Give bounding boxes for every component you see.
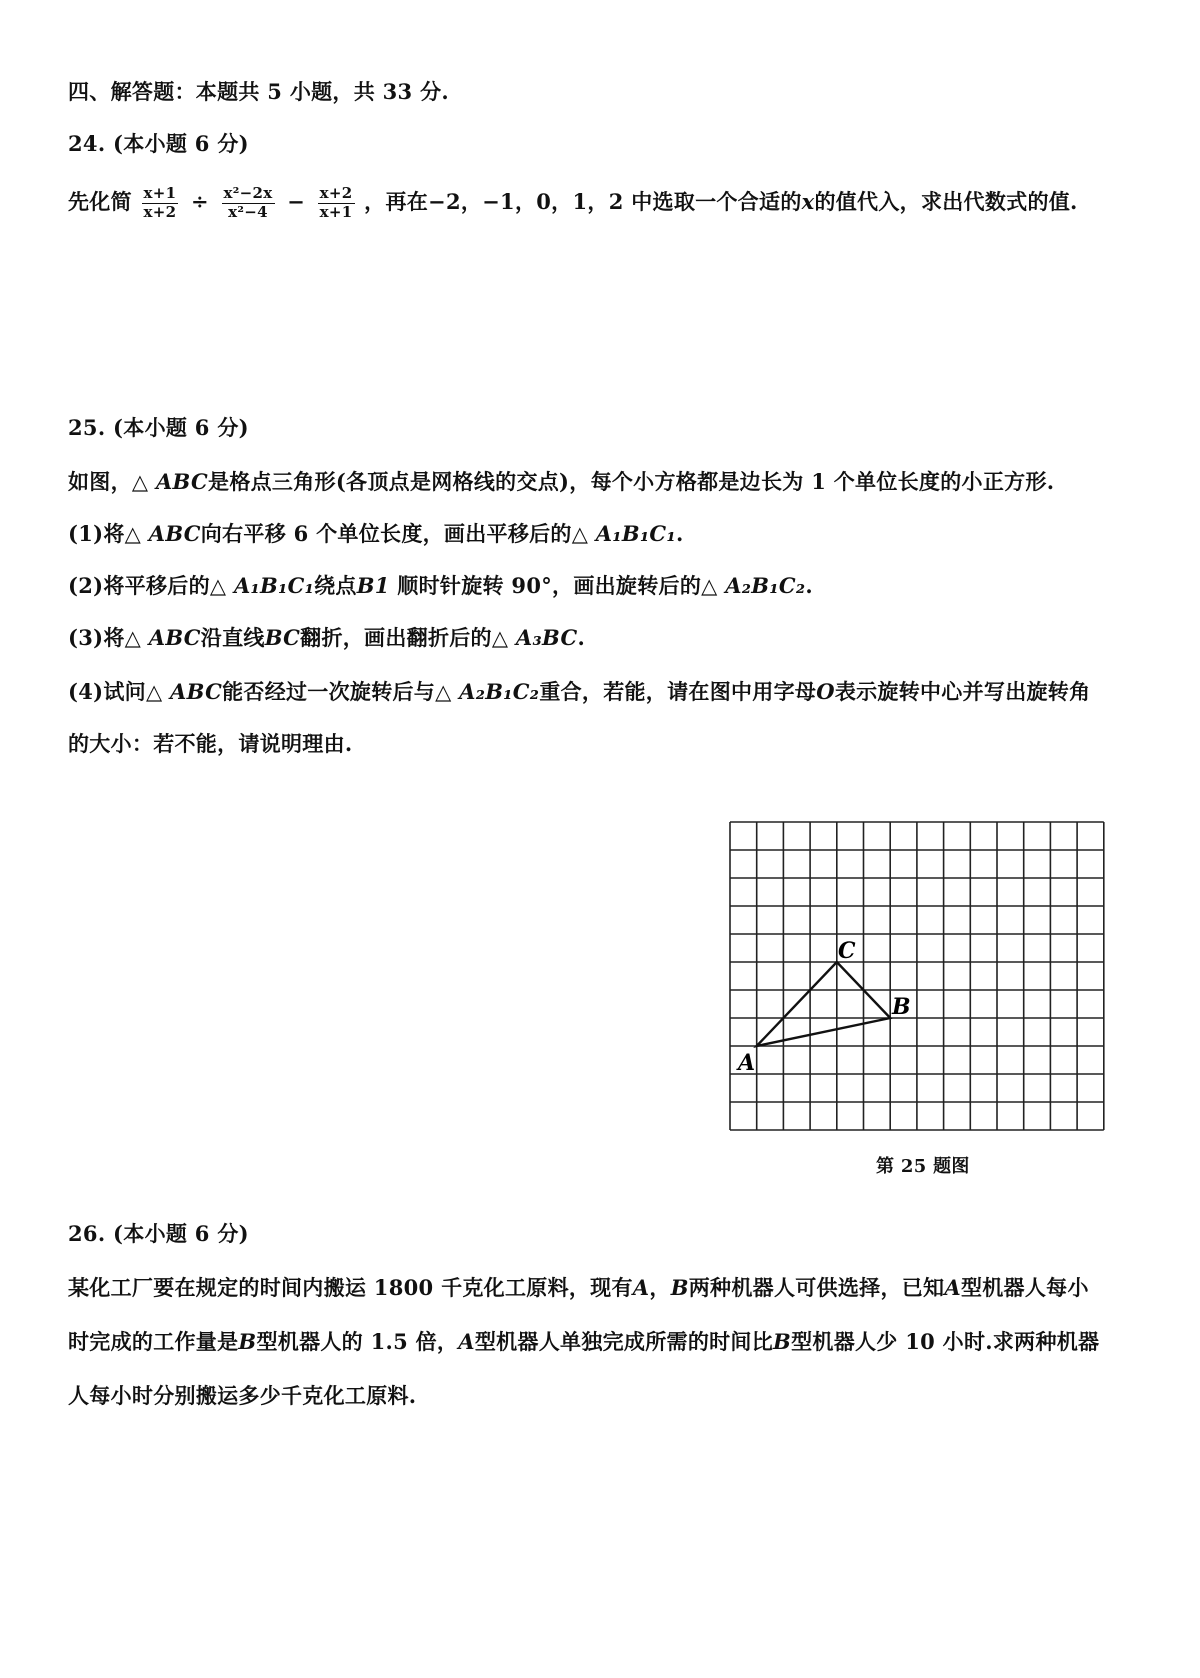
q25-p3-mid: 沿直线 — [200, 625, 265, 650]
label-a: A — [738, 1050, 756, 1076]
q24-frac3-numerator: x+2 — [319, 184, 353, 203]
triangle-abc — [757, 962, 891, 1046]
q24-frac2-numerator: x²−2x — [223, 184, 273, 203]
q25-part-4 — [68, 676, 1090, 706]
q26-l1-d: 型机器人每小 — [960, 1275, 1089, 1300]
q25-p1-pre: (1)将△ — [68, 521, 149, 546]
q24-body — [68, 186, 1078, 221]
q25-p2-mid: 绕点 — [314, 573, 357, 598]
q24-frac3-denominator: x+1 — [319, 203, 353, 221]
q25-p3-tri: A₃BC — [515, 625, 578, 650]
q26-l2-A: A — [458, 1329, 475, 1354]
q26-line-3: 人每小时分别搬运多少千克化工原料. — [68, 1383, 417, 1408]
q26-header: 26. (本小题 6 分) — [68, 1221, 249, 1246]
q24-minus-sign: − — [287, 189, 306, 214]
q25-part-1 — [68, 518, 684, 548]
q25-p3-mid2: 翻折，画出翻折后的△ — [300, 625, 516, 650]
q25-p2-mid2: 顺时针旋转 90°，画出旋转后的△ — [389, 573, 726, 598]
q24-fraction-3 — [318, 186, 355, 221]
q25-p3-pre: (3)将△ — [68, 625, 149, 650]
q25-intro-abc: ABC — [155, 469, 209, 494]
q24-prefix: 先化简 — [68, 189, 132, 214]
q24-fraction-1 — [142, 186, 179, 221]
q25-p4-abc: ABC — [170, 679, 223, 704]
q26-l1-A: A — [632, 1275, 650, 1300]
q26-l2-B2: B — [773, 1329, 792, 1354]
q25-p4-mid2: 重合，若能，请在图中用字母 — [539, 679, 817, 704]
q25-p2-tri2: A₂B₁C₂ — [725, 573, 806, 598]
q25-intro-pre: 如图，△ — [68, 469, 156, 494]
q25-p3-end: . — [577, 625, 586, 650]
q25-header: 25. (本小题 6 分) — [68, 415, 249, 440]
q25-p2-pre: (2)将平移后的△ — [68, 573, 234, 598]
q24-suffix-a: ，再在−2，−1，0，1，2 中选取一个合适的 — [364, 189, 802, 214]
grid-lines — [730, 822, 1104, 1130]
q26-l1-B: B — [670, 1275, 689, 1300]
q25-p2-point: B1 — [356, 573, 390, 598]
q24-fraction-2 — [222, 186, 275, 221]
q25-p4-tri: A₂B₁C₂ — [459, 679, 540, 704]
q25-p1-abc: ABC — [148, 521, 201, 546]
q25-p3-bc: BC — [264, 625, 301, 650]
q25-p3-abc: ABC — [148, 625, 201, 650]
q26-line-1 — [68, 1272, 1089, 1302]
q25-grid-figure — [720, 812, 1110, 1142]
q25-part-4-line-2: 的大小：若不能，请说明理由. — [68, 731, 353, 756]
q25-p4-end: 表示旋转中心并写出旋转角 — [834, 679, 1091, 704]
label-b: B — [892, 994, 911, 1020]
section-header: 四、解答题：本题共 5 小题，共 33 分. — [68, 79, 449, 104]
q25-figure-caption: 第 25 题图 — [876, 1156, 970, 1177]
q25-p2-tri: A₁B₁C₁ — [233, 573, 315, 598]
q25-part-3 — [68, 622, 585, 652]
q26-l2-B: B — [238, 1329, 257, 1354]
label-c: C — [838, 938, 856, 964]
q26-l1-a: 某化工厂要在规定的时间内搬运 1800 千克化工原料，现有 — [68, 1275, 633, 1300]
q24-var-x: x — [801, 189, 815, 214]
q26-l1-c: 两种机器人可供选择，已知 — [688, 1275, 945, 1300]
q26-l2-d: 型机器人少 10 小时.求两种机器 — [791, 1329, 1100, 1354]
q25-p4-o: O — [816, 679, 835, 704]
q24-divide-sign: ÷ — [191, 189, 209, 214]
q26-l2-b: 型机器人的 1.5 倍， — [256, 1329, 459, 1354]
q25-p2-end: . — [805, 573, 813, 598]
q25-p1-mid: 向右平移 6 个单位长度，画出平移后的△ — [200, 521, 596, 546]
q24-frac1-denominator: x+2 — [143, 203, 177, 221]
q25-p1-tri: A₁B₁C₁ — [595, 521, 676, 546]
q24-frac2-denominator: x²−4 — [228, 203, 268, 221]
q25-p1-end: . — [675, 521, 684, 546]
q25-intro-post: 是格点三角形(各顶点是网格线的交点)，每个小方格都是边长为 1 个单位长度的小正方形. — [208, 469, 1055, 494]
q26-l1-b: ， — [649, 1275, 671, 1300]
q25-part-2 — [68, 570, 813, 600]
q25-p4-pre: (4)试问△ — [68, 679, 171, 704]
q26-l2-a: 时完成的工作量是 — [68, 1329, 239, 1354]
q24-frac1-numerator: x+1 — [143, 184, 177, 203]
q25-p4-mid: 能否经过一次旋转后与△ — [222, 679, 460, 704]
q26-l1-A2: A — [944, 1275, 961, 1300]
q25-intro — [68, 466, 1054, 496]
q26-line-2 — [68, 1326, 1099, 1356]
q24-header: 24. (本小题 6 分) — [68, 131, 249, 156]
q24-suffix-b: 的值代入，求出代数式的值. — [814, 189, 1078, 214]
q26-l2-c: 型机器人单独完成所需的时间比 — [474, 1329, 774, 1354]
